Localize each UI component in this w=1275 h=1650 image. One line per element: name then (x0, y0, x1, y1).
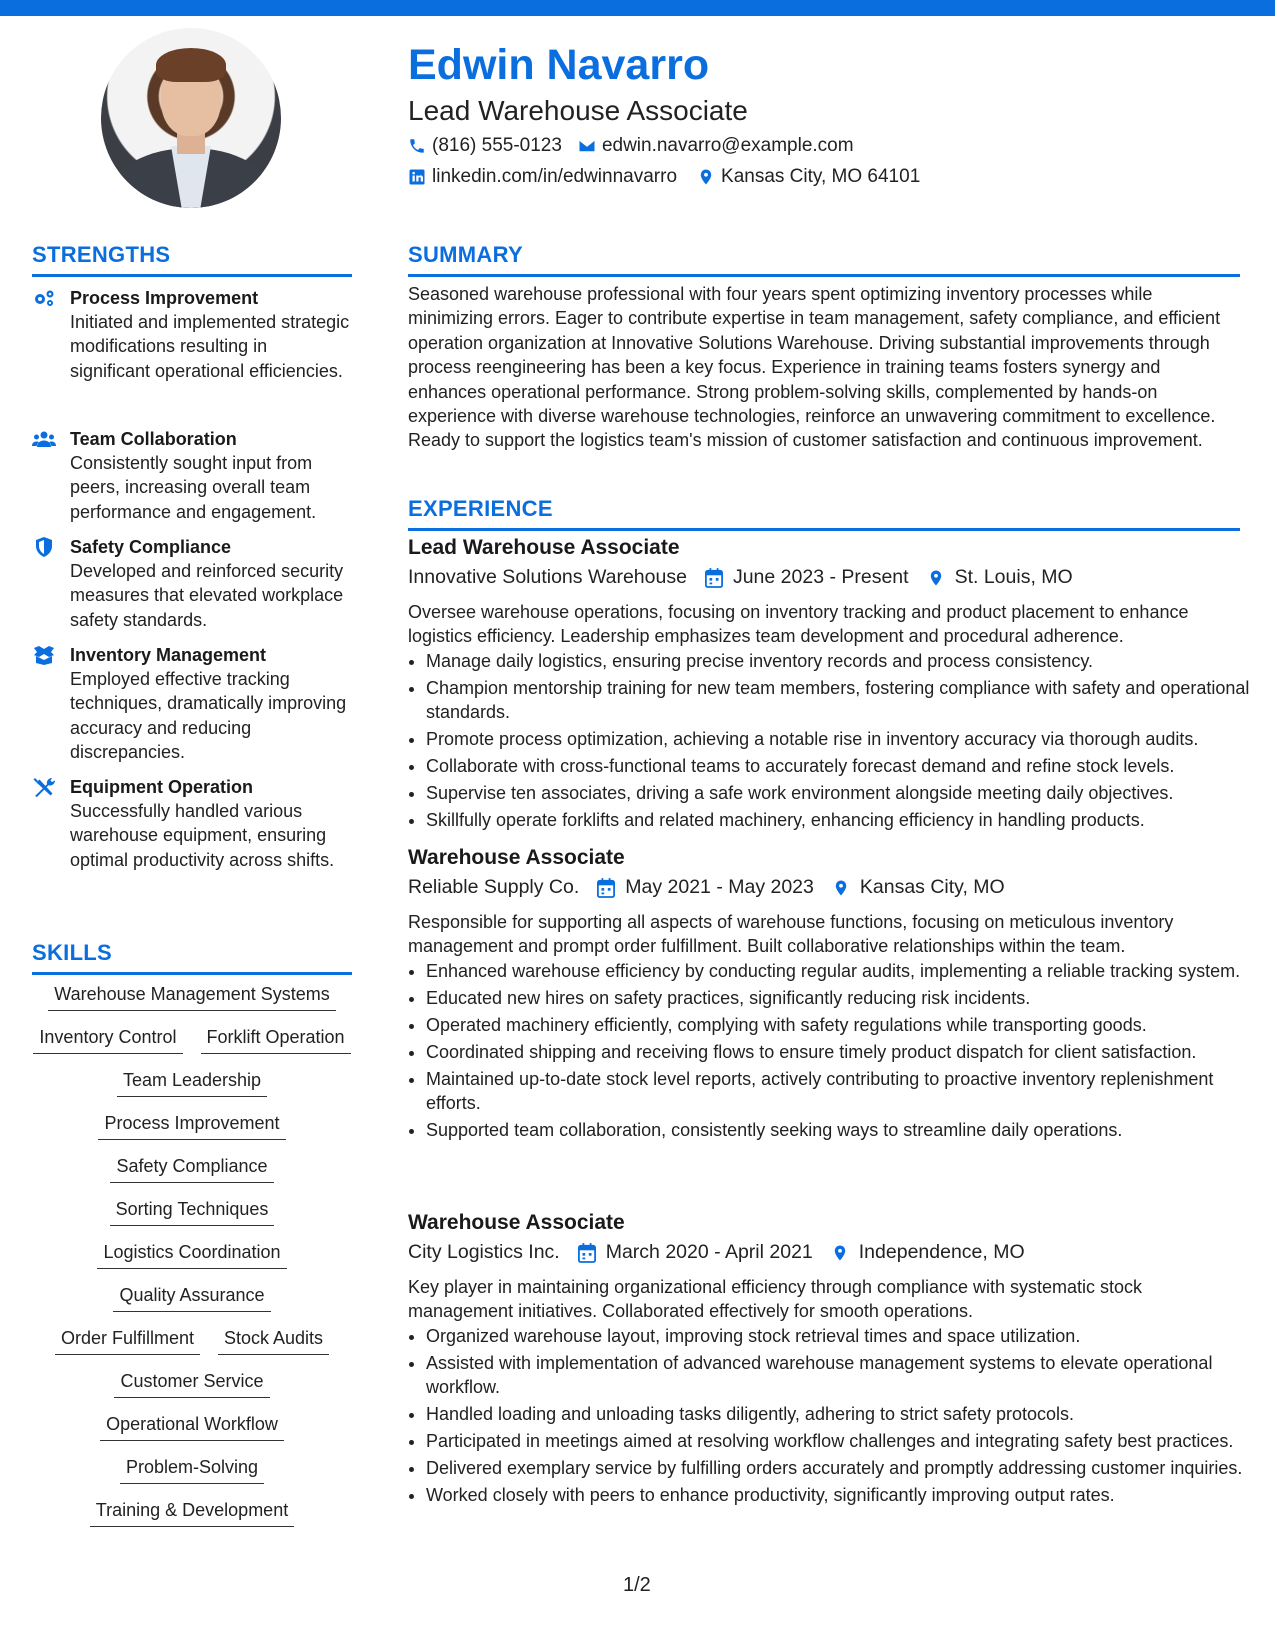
skill-tag: Operational Workflow (100, 1412, 284, 1441)
job-dates: June 2023 - Present (732, 566, 909, 588)
job-location: Independence, MO (858, 1241, 1025, 1263)
job-description: Key player in maintaining organizational efficiency through compliance with systematic stock management initiatives. Collaborated effectively for smooth operations. (408, 1277, 1143, 1322)
job-meta (408, 566, 1073, 589)
skill-tag: Quality Assurance (113, 1283, 270, 1312)
bullet-item: • Champion mentorship training for new team members, fostering compliance with safety and operational standards. (426, 676, 1258, 725)
strength-title: Process Improvement (70, 288, 259, 308)
job-description: Oversee warehouse operations, focusing on inventory tracking and product placement to enhance logistics efficiency. Leadership emphasizes team development and procedural adherence. (408, 602, 1189, 647)
job-title: Lead Warehouse Associate (408, 536, 680, 559)
map-pin-icon (697, 168, 715, 186)
bullet-item: • Organized warehouse layout, improving stock retrieval times and space utilization. (426, 1324, 1258, 1348)
candidate-title: Lead Warehouse Associate (408, 95, 748, 126)
linkedin-text[interactable]: linkedin.com/in/edwinnavarro (432, 166, 678, 187)
contact-linkedin-location (408, 166, 920, 188)
strength-item (32, 535, 352, 632)
email-text[interactable]: edwin.navarro@example.com (601, 135, 854, 156)
job-title: Warehouse Associate (408, 846, 625, 869)
skill-tag: Order Fulfillment (55, 1326, 200, 1355)
job-title: Warehouse Associate (408, 1211, 625, 1234)
skill-tag: Customer Service (114, 1369, 269, 1398)
tools-icon (32, 777, 56, 797)
skill-tag: Safety Compliance (110, 1154, 273, 1183)
summary-heading: SUMMARY (408, 242, 1240, 277)
skills-list (32, 982, 352, 1527)
job-dates: May 2021 - May 2023 (625, 876, 814, 898)
job-bullets (408, 959, 1258, 1145)
calendar-icon (578, 1243, 596, 1263)
bullet-item: • Coordinated shipping and receiving flows to ensure timely product dispatch for client satisfaction. (426, 1040, 1258, 1064)
email-icon (578, 137, 596, 155)
profile-photo (101, 28, 281, 208)
job-bullets (408, 649, 1258, 835)
job-company: City Logistics Inc. (408, 1241, 560, 1263)
location-text: Kansas City, MO 64101 (721, 166, 921, 187)
job-bullets (408, 1324, 1258, 1510)
strength-item (32, 427, 352, 524)
job-meta (408, 1241, 1025, 1264)
skill-tag: Warehouse Management Systems (48, 982, 335, 1011)
strength-item (32, 643, 352, 765)
job-meta (408, 876, 1005, 899)
skill-tag: Team Leadership (117, 1068, 267, 1097)
calendar-icon (705, 568, 723, 588)
skill-tag: Logistics Coordination (97, 1240, 286, 1269)
skill-tag: Sorting Techniques (110, 1197, 275, 1226)
strength-desc: Consistently sought input from peers, increasing overall team performance and engagement. (70, 453, 317, 522)
strength-desc: Initiated and implemented strategic modifications resulting in significant operational efficiencies. (70, 312, 350, 381)
strength-title: Equipment Operation (70, 777, 254, 797)
bullet-item: • Operated machinery efficiently, complying with safety regulations while transporting goods. (426, 1013, 1258, 1037)
shield-icon (32, 537, 56, 557)
map-pin-icon (927, 568, 945, 588)
strength-item (32, 775, 352, 872)
bullet-item: • Supported team collaboration, consistently seeking ways to streamline daily operations. (426, 1118, 1258, 1142)
strength-desc: Developed and reinforced security measures that elevated workplace safety standards. (70, 561, 344, 630)
bullet-item: • Supervise ten associates, driving a safe work environment alongside meeting daily objectives. (426, 781, 1258, 805)
bullet-item: • Collaborate with cross-functional teams to accurately forecast demand and refine stock levels. (426, 754, 1258, 778)
skills-heading: SKILLS (32, 940, 352, 975)
job-company: Reliable Supply Co. (408, 876, 580, 898)
bullet-item: • Enhanced warehouse efficiency by conducting regular audits, implementing a reliable tracking system. (426, 959, 1258, 983)
page-number: 1/2 (623, 1574, 651, 1596)
strength-desc: Successfully handled various warehouse equipment, ensuring optimal productivity across shifts. (70, 801, 335, 870)
strength-title: Team Collaboration (70, 429, 237, 449)
calendar-icon (597, 878, 615, 898)
skill-tag: Inventory Control (33, 1025, 182, 1054)
experience-heading: EXPERIENCE (408, 496, 1240, 531)
strength-title: Inventory Management (70, 645, 267, 665)
phone-text[interactable]: (816) 555-0123 (432, 135, 562, 156)
bullet-item: • Worked closely with peers to enhance productivity, significantly improving output rates. (426, 1483, 1258, 1507)
strength-desc: Employed effective tracking techniques, dramatically improving accuracy and reducing discrepancies. (70, 669, 347, 763)
candidate-name: Edwin Navarro (408, 41, 710, 89)
job-dates: March 2020 - April 2021 (605, 1241, 813, 1263)
job-description: Responsible for supporting all aspects of warehouse functions, focusing on meticulous inventory management and prompt order fulfillment. Built collaborative relationships within the team. (408, 912, 1174, 957)
gears-icon (32, 288, 56, 308)
job-company: Innovative Solutions Warehouse (408, 566, 687, 588)
skill-tag: Stock Audits (218, 1326, 329, 1355)
bullet-item: • Delivered exemplary service by fulfilling orders accurately and promptly addressing customer inquiries. (426, 1456, 1258, 1480)
bullet-item: • Promote process optimization, achieving a notable rise in inventory accuracy via thorough audits. (426, 727, 1258, 751)
skill-tag: Problem-Solving (120, 1455, 264, 1484)
map-pin-icon (831, 1243, 849, 1263)
phone-icon (408, 137, 426, 155)
bullet-item: • Handled loading and unloading tasks diligently, adhering to strict safety protocols. (426, 1402, 1258, 1426)
skill-tag: Process Improvement (98, 1111, 285, 1140)
bullet-item: • Maintained up-to-date stock level reports, actively contributing to proactive inventory replenishment efforts. (426, 1067, 1258, 1116)
skill-tag: Forklift Operation (201, 1025, 351, 1054)
strength-title: Safety Compliance (70, 537, 232, 557)
bullet-item: • Assisted with implementation of advanced warehouse management systems to elevate operational workflow. (426, 1351, 1258, 1400)
bullet-item: • Participated in meetings aimed at resolving workflow challenges and integrating safety best practices. (426, 1429, 1258, 1453)
job-location: Kansas City, MO (859, 876, 1005, 898)
bullet-item: • Skillfully operate forklifts and related machinery, enhancing efficiency in handling products. (426, 808, 1258, 832)
users-icon (32, 429, 56, 449)
skill-tag: Training & Development (90, 1498, 294, 1527)
strength-item (32, 286, 352, 383)
summary-text: Seasoned warehouse professional with four years spent optimizing inventory processes while minimizing errors. Eager to contribute expertise in team management, safety compliance, and efficient operation organization at Innovative Solutions Warehouse. Driving substantial improvements through process reengineering has been a key focus. Experience in training teams fosters synergy and enhances operational performance. Strong problem-solving skills, complemented by hands-on experience with diverse warehouse technologies, reinforce an unwavering commitment to excellence. Ready to support the logistics team's mission of customer satisfaction and continuous improvement. (408, 284, 1221, 451)
top-accent-bar (0, 0, 1275, 16)
map-pin-icon (832, 878, 850, 898)
box-icon (32, 645, 56, 665)
bullet-item: • Educated new hires on safety practices, significantly reducing risk incidents. (426, 986, 1258, 1010)
job-location: St. Louis, MO (954, 566, 1073, 588)
strengths-heading: STRENGTHS (32, 242, 352, 277)
contact-phone (408, 135, 854, 157)
linkedin-icon (408, 168, 426, 186)
bullet-item: • Manage daily logistics, ensuring precise inventory records and process consistency. (426, 649, 1258, 673)
